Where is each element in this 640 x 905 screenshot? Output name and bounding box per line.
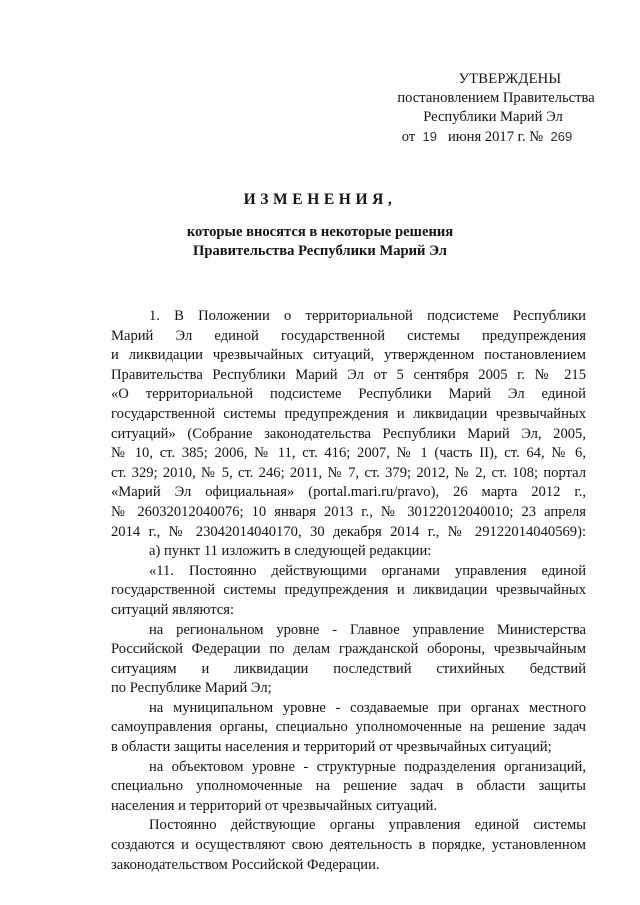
body-line: Постоянно действующие органы управления единой системы: [149, 817, 586, 834]
body-line: «11. Постоянно действующими органами управления единой: [149, 562, 586, 579]
approval-date-middle: июня 2017 г. №: [447, 129, 544, 145]
body-line: государственной системы предупреждения и ликвидации чрезвычайных: [111, 582, 586, 599]
document-subtitle: [0, 223, 640, 261]
body-line: специально уполномоченные на решение задач в области защиты: [111, 778, 586, 795]
approval-government-line: Республики Марий Эл: [423, 109, 563, 125]
document-title: ИЗМЕНЕНИЯ,: [243, 191, 397, 208]
approval-day: 19: [422, 129, 437, 144]
approval-date-prefix: от: [401, 129, 416, 145]
approval-number: 269: [550, 129, 573, 144]
body-line: Российской Федерации по делам гражданской обороны, чрезвычайным: [111, 641, 586, 658]
approval-date-line: [362, 127, 612, 147]
body-line: на муниципальном уровне - создаваемые при органах местного: [149, 699, 586, 716]
body-line: «О территориальной подсистеме Республики Марий Эл единой: [111, 386, 586, 403]
body-line: «Марий Эл официальная» (portal.mari.ru/pravo), 26 марта 2012 г.,: [111, 484, 586, 501]
body-line: по Республике Марий Эл;: [111, 680, 272, 697]
approval-stamp: [372, 70, 612, 147]
body-line: Правительства Республики Марий Эл от 5 сентября 2005 г. № 215: [111, 366, 586, 383]
document-body: [111, 307, 586, 875]
body-line: законодательством Российской Федерации.: [111, 856, 380, 873]
body-line: ст. 329; 2010, № 5, ст. 246; 2011, № 7, ст. 379; 2012, № 2, ст. 108; портал: [111, 464, 586, 481]
body-line: ситуаций являются:: [111, 601, 235, 618]
body-line: государственной системы предупреждения и ликвидации чрезвычайных: [111, 405, 586, 422]
body-line: и ликвидации чрезвычайных ситуаций, утвержденном постановлением: [111, 347, 586, 364]
body-line: Марий Эл единой государственной системы предупреждения: [111, 327, 586, 344]
body-line: 1. В Положении о территориальной подсистеме Республики: [149, 308, 586, 324]
body-line: самоуправления органы, специально уполномоченные на решение задач: [111, 719, 586, 736]
body-line: населения и территорий от чрезвычайных ситуаций.: [111, 797, 438, 814]
body-line: № 26032012040076; 10 января 2013 г., № 30122012040010; 23 апреля: [111, 503, 586, 520]
subtitle-line-2: Правительства Республики Марий Эл: [193, 243, 447, 259]
body-line: в области защиты населения и территорий от чрезвычайных ситуаций;: [111, 739, 552, 756]
body-line: создаются и осуществляют свою деятельность в порядке, установленном: [111, 837, 586, 854]
approval-decree-line: постановлением Правительства: [397, 90, 595, 106]
body-line: ситуаций» (Собрание законодательства Республики Марий Эл, 2005,: [111, 425, 586, 442]
body-line: на объектовом уровне - структурные подразделения организаций,: [149, 758, 586, 775]
approval-heading: УТВЕРЖДЕНЫ: [458, 71, 562, 87]
body-line: ситуациям и ликвидации последствий стихийных бедствий: [111, 660, 586, 677]
subtitle-line-1: которые вносятся в некоторые решения: [186, 224, 454, 240]
body-line: на региональном уровне - Главное управление Министерства: [149, 621, 586, 638]
body-line: а) пункт 11 изложить в следующей редакции:: [149, 543, 432, 560]
body-line: 2014 г., № 23042014040170, 30 декабря 2014 г., № 29122014040569):: [111, 523, 586, 540]
body-line: № 10, ст. 385; 2006, № 11, ст. 416; 2007, № 1 (часть II), ст. 64, № 6,: [111, 445, 586, 462]
